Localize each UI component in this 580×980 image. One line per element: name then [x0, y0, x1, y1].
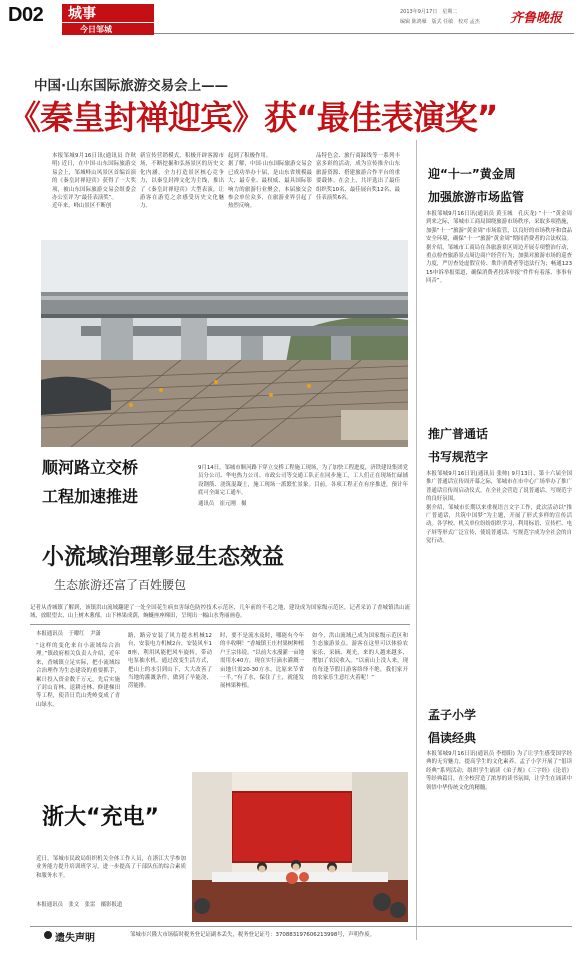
feature-col2: 路，路旁安装了风力提水机械12台，安装电力机械2台，安装风车18座，利用风能把风车旋转，带动电泵抽水机。通过改变生活方式，把山上的水引到山下，大大改善了当地的灌溉条件，做到了旱能浇、涝能排。	[128, 633, 212, 690]
right-story2-body: 本报邹城9月16日讯(通讯员 张帅) 9月13日，第十六届全国推广普通话宣传周开幕之际，邹城市在市中心广场举办了推广普通话宣传周启动仪式，在全社会营造了说普通话、写规范字的良好氛围。 据介绍，邹城市长期以来重视语言文字工作，此次活动以“推广普通话，共筑中国梦”为主题，开展了形式多样的宣传活动。各学校、机关单位纷纷组织学习，利用标语、宣传栏、电子屏等形式广泛宣传，使说普通话、写规范字成为全社会的自觉行动。	[426, 471, 572, 545]
right-story3-headline	[428, 706, 476, 746]
feature-col1: “这样的变化来自小流域综合治理。”镇政府相关负责人介绍，近年来，香城镇立足实际，把小流域综合治理作为生态建设的重要抓手，累计投入资金数千万元，先后实施了封山育林、退耕还林、修建梯田等工程，使昔日荒山秃岭变成了青山绿水。	[36, 643, 120, 708]
right-story1-headline-line1: 迎“十一”黄金周	[428, 167, 516, 181]
feature-headline: 小流域治理彰显生态效益	[42, 545, 285, 570]
lead-kicker: 中国·山东国际旅游交易会上——	[34, 78, 229, 94]
right-story2-headline-line1: 推广普通话	[428, 427, 489, 441]
notice-icon	[44, 931, 52, 939]
ceremony-photo	[192, 772, 408, 922]
right-story1-headline	[428, 165, 524, 205]
lead-headline: 《秦皇封禅迎宾》获“最佳表演奖”	[8, 98, 498, 137]
page-number: D02	[8, 4, 44, 26]
section-title: 城事	[68, 6, 96, 22]
feature-rule	[30, 624, 410, 625]
photo-credit: 通讯员 崔元刚 摄	[198, 501, 247, 507]
subsection-title: 今日邹城	[80, 25, 112, 34]
photo-caption: 9月14日，邹城市顺河路下穿立交桥工程施工现场，为了加快工程进度，济铁建设集团党员分公司、华电热力公司、市政公司等交通工队正在同步施工，工人们正在现场忙碌铺设钢筋、浇筑混凝土，施工现场一派繁忙景象。目前，各项工程正在有序推进，预计年底可全面完工通车。	[198, 465, 408, 497]
lead-body-col4: 品特色会、旅行商踩线等一系列丰富多彩的活动，成为宣传推介山东旅游资源、搭建旅游合作平台的重要载体。在会上，共评选出了最佳组织奖10名、最佳展台奖12名、最佳表演奖6名。	[316, 153, 400, 202]
footer-section-title: 遗失声明	[55, 933, 95, 944]
footer-notice-text: 邹城市兴隆大市场临时税务登记证副本丢失，税务登记证号：370883197606213998号，声明作废。	[130, 932, 376, 938]
lead-body-col3: 起到了积极作用。 据了解，中国·山东国际旅游交易会已成功举办十届，是山东省规模最大、最专业、最权威、最具国际影响力的旅游行业聚会，本届旅交会参会单位众多，在旅游业界引起了热烈反响。	[228, 153, 312, 210]
right-story2-headline-line2: 书写规范字	[428, 450, 489, 464]
photo-story-headline-line1: 顺河路立交桥	[42, 458, 139, 477]
page-header	[0, 0, 580, 38]
lead-body-col2: 新宣传营销模式，积极开辟客源市场，不断挖掘和弘扬景区的历史文化内涵，全力打造景区核心竞争力，以秦皇封禅文化为主线，推出了《秦皇封禅迎宾》大型表演，让游客在游览之余感受历史文化魅力。	[140, 153, 224, 210]
photo-story-headline-line2: 工程加速推进	[42, 487, 139, 506]
feature-byline: 本报通讯员 于曜红 尹潇	[36, 631, 101, 637]
right-story3-headline-line1: 孟子小学	[428, 708, 477, 722]
footer-rule	[30, 926, 572, 927]
right-story2-headline	[428, 425, 488, 465]
photo-story-headline	[42, 455, 138, 507]
bottom-credit: 本报通讯员 张文 张雷 摄影报道	[36, 902, 123, 908]
masthead-logo: 齐鲁晚报	[510, 11, 563, 26]
bottom-body: 近日，邹城市民政局组织机关全体工作人员，在浙江大学参加业务能力提升培训班学习，进一步提高了干部队伍的综合素质和服务水平。	[36, 856, 186, 879]
column-divider	[416, 140, 417, 940]
header-rule	[154, 33, 574, 34]
issue-date: 2013年9月17日 星期二	[400, 9, 458, 15]
editors-line: 编辑 陈鸿雁 版式 任敏 校对 孟杰	[400, 19, 480, 25]
right-story1-headline-line2: 加强旅游市场监管	[428, 190, 525, 204]
right-story1-body: 本报邹城9月16日讯(通讯员 黄玉城 孔庆龙) “十一”黄金周到来之际，邹城市工商局围绕旅游市场秩序，采取多项措施，加强“十一”旅游“黄金周”市场监管，以良好的市场秩序和食品安全环境，确保“十一”旅游“黄金周”期间消费者的合法权益。 据介绍，邹城市工商局在各旅游景区周边开展专项整治行动，重点检查旅游景点周边商户经营行为；加强对旅游市场的巡查力度，严厉查处虚假宣传、欺诈消费者等违法行为；畅通12315申诉举报渠道，确保消费者投诉举报“件件有着落、事事有回音”。	[426, 211, 572, 285]
right-story3-headline-line2: 倡读经典	[428, 731, 477, 745]
bottom-headline: 浙大“充电”	[42, 805, 159, 830]
feature-col4: 如今，洪山流域已成为国家级示范区和生态旅游景点。游客在这里可以体验农家乐、采摘、观光，来的人越来越多，增加了农民收入。“以前山上没人来，现在每逢节假日游客络绎不绝，我们家开的农家乐生意红火着呢！”	[312, 633, 408, 682]
lead-body-col1: 本报邹城9月16日讯(通讯员 许秋明) 近日，在中国·山东国际旅游交易会上，邹城峄山风景区首编首演的《秦皇封禅迎宾》获得了一大奖项，被山东国际旅游交易会组委会办公室评为“最佳表演奖”。 近年来，峄山景区不断创	[52, 153, 136, 210]
construction-photo	[41, 240, 408, 447]
feature-lead: 记者从香城镇了解到，该镇洪山流域翻建了一处全国花生病虫害绿色防控技术示范区，几年前的不毛之地，建设成为国家级示范区，记者采访了香城镇洪山流域，放眼望去，山上树木葱郁，山下林果成荫，蜿蜒座座梯田，呈现出一幅山水秀丽画卷。	[30, 605, 410, 620]
feature-subheadline: 生态旅游还富了百姓腰包	[54, 578, 187, 592]
right-story3-body: 本报邹城9月16日讯(通讯员 李德阳) 为了让学生感受国学经典的无穷魅力，提高学生的文化素养，孟子小学开展了“倡读经典”系列活动，组织学生诵读《弟子规》《三字经》《论语》等经典篇目，在全校营造了浓厚的读书氛围，让学生在诵读中领悟中华传统文化的精髓。	[426, 751, 572, 791]
feature-col3: 时，要不是流水及时，哪能有今年的丰收啊！”香城镇王庄村果树种植户王宗伟说。“以前大水漫灌一亩地需用水40方，现在实行滴水灌溉一亩地只需20-30方水，比原来节省一半。”有了水，保住了土，就能发展林果种植。	[220, 633, 304, 690]
